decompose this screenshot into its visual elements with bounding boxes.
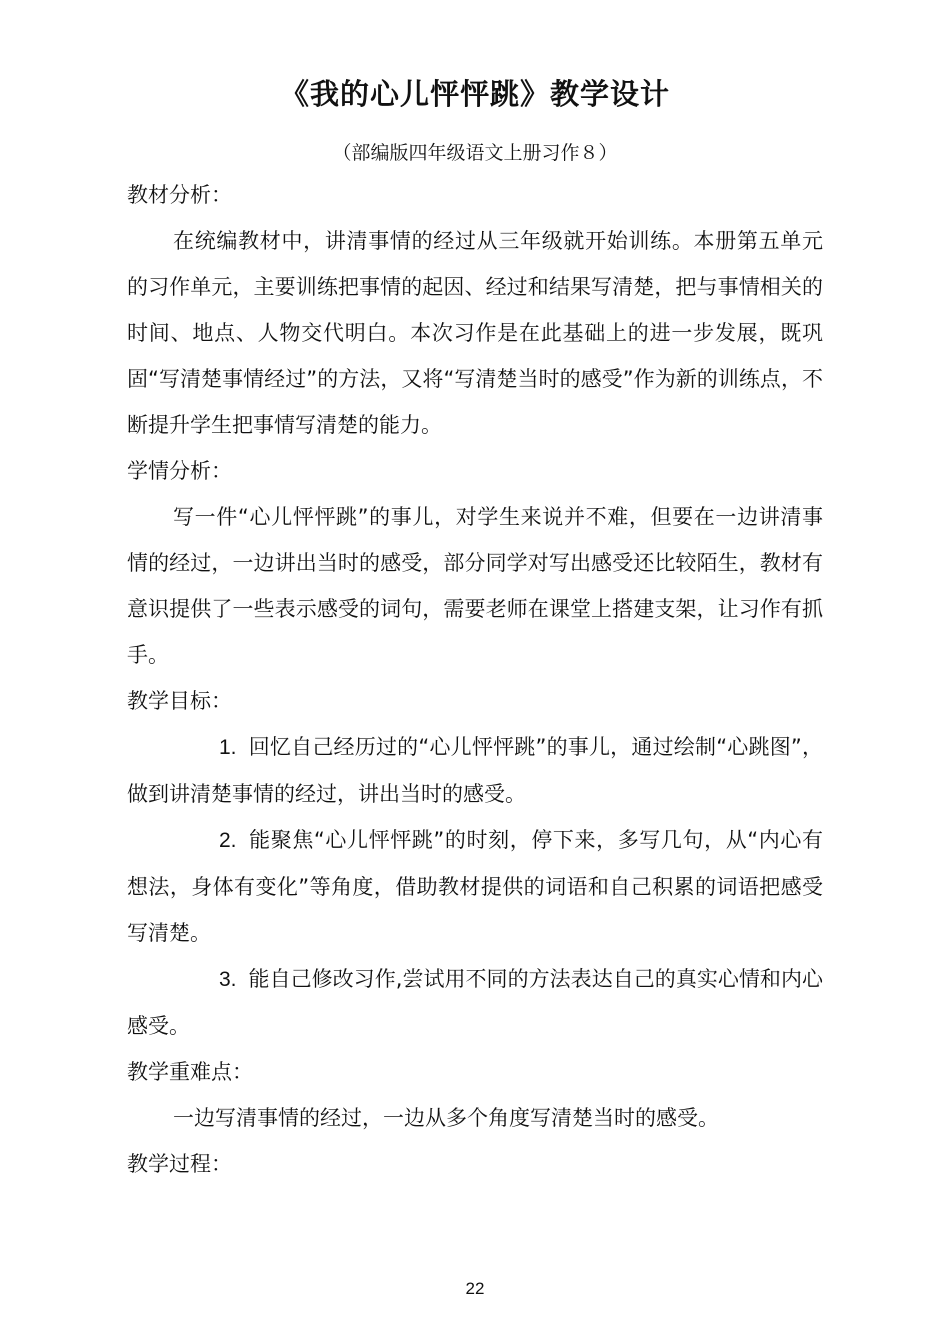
textbook-analysis-paragraph: 在统编教材中，讲清事情的经过从三年级就开始训练。本册第五单元的习作单元，主要训练把事情的起因、经过和结果写清楚，把与事情相关的时间、地点、人物交代明白。本次习作是在此基础上的进一步发展，既巩固“写清楚事情经过”的方法，又将“写清楚当时的感受”作为新的训练点，不断提升学生把事情写清楚的能力。 <box>127 229 823 437</box>
document-body <box>127 172 823 1187</box>
goal-text: 能自己修改习作,尝试用不同的方法表达自己的真实心情和内心感受。 <box>127 967 823 1038</box>
section-heading-key-difficulties: 教学重难点： <box>127 1060 253 1084</box>
section-heading-teaching-process: 教学过程： <box>127 1152 232 1176</box>
section-heading-teaching-goals: 教学目标： <box>127 689 232 713</box>
document-subtitle: （部编版四年级语文上册习作８） <box>332 142 618 164</box>
goal-text: 能聚焦“心儿怦怦跳”的时刻，停下来，多写几句，从“内心有想法，身体有变化”等角度，借助教材提供的词语和自己积累的词语把感受写清楚。 <box>127 828 823 945</box>
document-title: 《我的心儿怦怦跳》教学设计 <box>279 77 670 111</box>
page-number: 22 <box>465 1279 485 1298</box>
section-heading-textbook-analysis: 教材分析： <box>127 183 232 207</box>
section-heading-student-analysis: 学情分析： <box>127 459 232 483</box>
goal-item <box>127 956 823 1049</box>
goal-number: 1. <box>219 736 237 759</box>
student-analysis-paragraph: 写一件“心儿怦怦跳”的事儿，对学生来说并不难，但要在一边讲清事情的经过，一边讲出当时的感受，部分同学对写出感受还比较陌生，教材有意识提供了一些表示感受的词句，需要老师在课堂上搭建支架，让习作有抓手。 <box>127 505 823 667</box>
goal-item <box>127 724 823 817</box>
goal-number: 2. <box>219 829 237 852</box>
key-difficulties-paragraph: 一边写清事情的经过，一边从多个角度写清楚当时的感受。 <box>173 1106 719 1130</box>
goal-text: 回忆自己经历过的“心儿怦怦跳”的事儿，通过绘制“心跳图”，做到讲清楚事情的经过，讲出当时的感受。 <box>127 735 823 806</box>
goal-item <box>127 817 823 956</box>
goal-number: 3. <box>219 968 237 991</box>
